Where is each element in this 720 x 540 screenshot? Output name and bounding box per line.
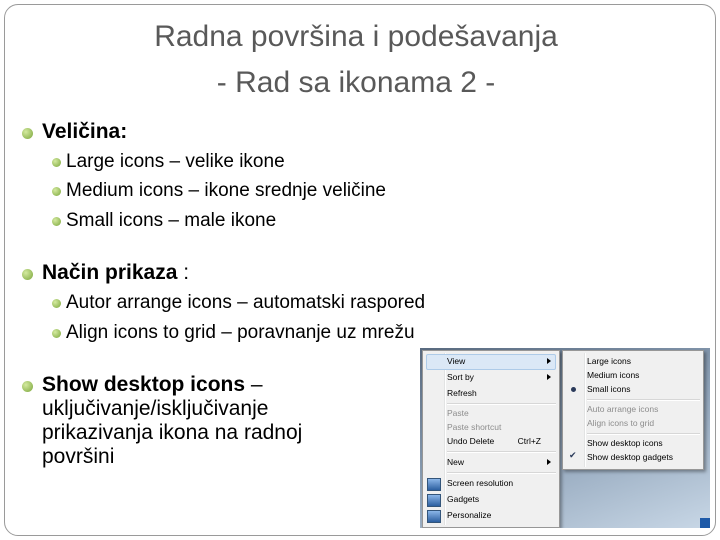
- item-term: Medium icons: [66, 180, 184, 201]
- bullet-medium-icons: [52, 180, 386, 202]
- submenu-item-auto-arrange[interactable]: Auto arrange icons: [587, 404, 659, 414]
- menu-item-sort-by[interactable]: Sort by: [447, 371, 553, 384]
- bullet-dot-icon: [22, 269, 33, 280]
- submenu-item-medium-icons[interactable]: Medium icons: [587, 370, 640, 380]
- menu-item-screen-resolution[interactable]: Screen resolution: [447, 478, 514, 488]
- menu-separator: [447, 451, 556, 453]
- menu-item-paste-shortcut[interactable]: Paste shortcut: [447, 422, 502, 432]
- submenu-item-small-icons[interactable]: Small icons: [587, 384, 631, 394]
- bullet-show-desktop-icons: [22, 373, 312, 469]
- gadgets-icon: [427, 494, 441, 507]
- section-heading: Show desktop icons: [42, 373, 246, 396]
- menu-separator: [587, 399, 700, 401]
- menu-item-gadgets[interactable]: Gadgets: [447, 494, 480, 504]
- context-menu-screenshot: [420, 348, 710, 528]
- submenu-arrow-icon: [547, 374, 551, 380]
- item-term: Align icons to grid: [66, 322, 216, 343]
- view-submenu: [562, 350, 704, 470]
- bullet-dot-icon: [52, 158, 61, 167]
- submenu-item-align-grid[interactable]: Align icons to grid: [587, 418, 655, 428]
- menu-separator: [447, 403, 556, 405]
- screen-resolution-icon: [427, 478, 441, 491]
- menu-item-undo-delete[interactable]: Undo Delete Ctrl+Z: [447, 436, 541, 446]
- submenu-item-large-icons[interactable]: Large icons: [587, 356, 631, 366]
- item-desc: – velike ikone: [164, 151, 285, 172]
- submenu-item-show-desktop-gadgets[interactable]: Show desktop gadgets: [587, 452, 674, 462]
- slide-title-line1: Radna površina i podešavanja: [154, 20, 558, 53]
- section-heading: Način prikaza: [42, 261, 178, 284]
- submenu-arrow-icon: [547, 358, 551, 364]
- menu-separator: [587, 433, 700, 435]
- undo-shortcut: Ctrl+Z: [517, 436, 541, 446]
- menu-item-new[interactable]: New: [447, 456, 553, 469]
- bullet-dot-icon: [22, 128, 33, 139]
- desktop-context-menu: [422, 350, 560, 528]
- menu-item-view[interactable]: View: [447, 355, 553, 368]
- slide-title-line2: - Rad sa ikonama 2 -: [216, 66, 496, 99]
- menu-item-refresh[interactable]: Refresh: [447, 388, 477, 398]
- item-desc: – poravnanje uz mrežu: [215, 322, 415, 343]
- section-desc: – uključivanje/isključivanje prikazivanja ikona na radnoj površini: [42, 373, 303, 468]
- bullet-velicina: [22, 120, 127, 144]
- bullet-nacin-prikaza: [22, 261, 189, 285]
- bullet-large-icons: [52, 151, 285, 173]
- submenu-item-show-desktop-icons[interactable]: Show desktop icons: [587, 438, 663, 448]
- item-term: Large icons: [66, 151, 165, 172]
- menu-separator: [447, 472, 556, 474]
- item-desc: – male ikone: [163, 210, 277, 231]
- section-heading: Veličina:: [42, 120, 128, 143]
- bullet-dot-icon: [52, 299, 61, 308]
- bullet-small-icons: [52, 210, 276, 232]
- bullet-dot-icon: [52, 329, 61, 338]
- item-desc: – automatski raspored: [231, 292, 426, 313]
- item-desc: – ikone srednje veličine: [183, 180, 387, 201]
- item-term: Autor arrange icons: [66, 292, 232, 313]
- menu-item-personalize[interactable]: Personalize: [447, 510, 492, 520]
- personalize-icon: [427, 510, 441, 523]
- bullet-dot-icon: [52, 187, 61, 196]
- item-term: Small icons: [66, 210, 164, 231]
- checkmark-icon: ✔: [569, 450, 577, 460]
- bullet-align-grid: [52, 322, 415, 344]
- menu-item-paste[interactable]: Paste: [447, 408, 469, 418]
- radio-selected-icon: [571, 387, 576, 392]
- bullet-auto-arrange: [52, 292, 425, 314]
- section-heading-suffix: :: [177, 261, 190, 284]
- taskbar-corner-icon: [700, 518, 710, 528]
- submenu-arrow-icon: [547, 459, 551, 465]
- bullet-dot-icon: [52, 217, 61, 226]
- bullet-dot-icon: [22, 381, 33, 392]
